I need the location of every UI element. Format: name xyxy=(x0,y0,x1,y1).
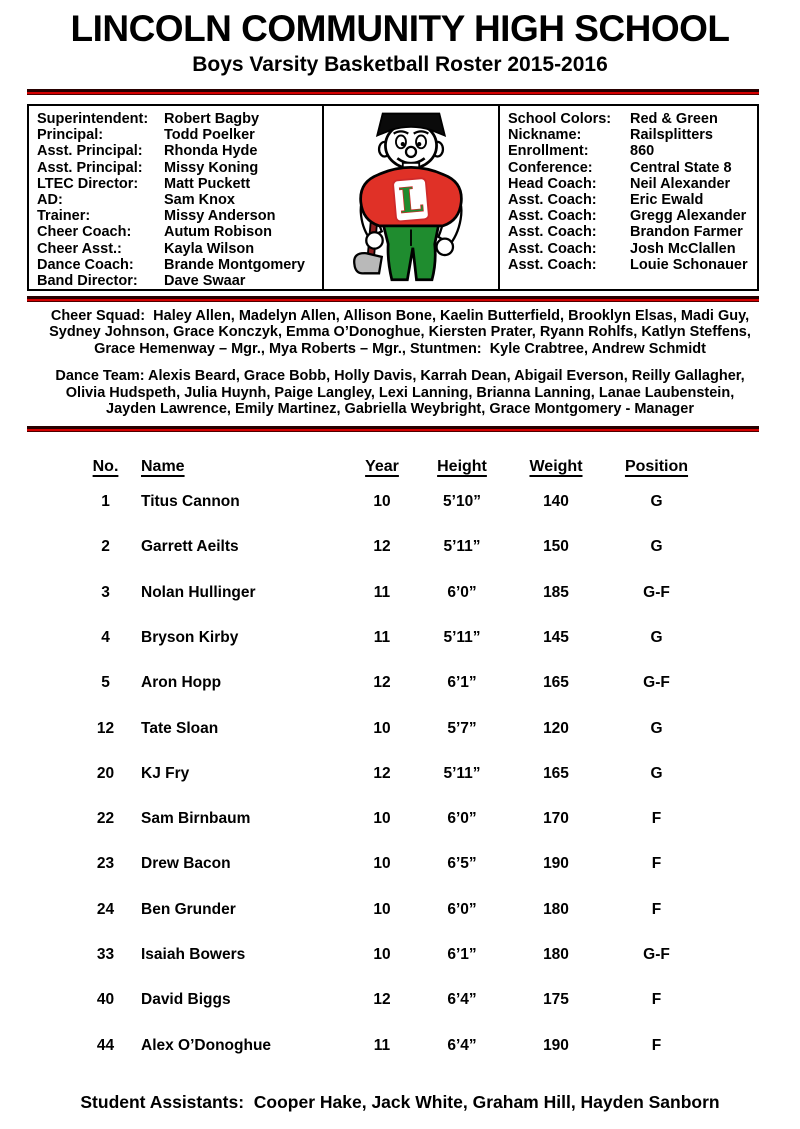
roster-cell-no: 2 xyxy=(101,538,110,556)
info-label: Asst. Principal: xyxy=(37,159,143,176)
railsplitter-mascot-image xyxy=(335,109,487,287)
info-label: Principal: xyxy=(37,127,104,144)
roster-cell-height: 6’1” xyxy=(447,674,477,692)
roster-cell-position: F xyxy=(651,855,662,873)
info-label: Asst. Coach: xyxy=(508,240,597,257)
header-name: Name xyxy=(141,458,185,476)
info-value: 860 xyxy=(630,143,655,160)
roster-row xyxy=(78,479,800,524)
roster-cell-year: 12 xyxy=(373,991,391,1009)
dance-line-1: Dance Team: Alexis Beard, Grace Bobb, Holly Davis, Karrah Dean, Abigail Everson, Reilly Gallagher, xyxy=(55,368,745,385)
header-height: Height xyxy=(437,458,487,476)
info-value: Missy Anderson xyxy=(164,208,276,225)
roster-cell-year: 10 xyxy=(373,900,391,918)
roster-row xyxy=(78,661,800,706)
info-row xyxy=(508,160,753,176)
page-subtitle: Boys Varsity Basketball Roster 2015-2016 xyxy=(192,53,608,76)
info-row xyxy=(508,192,753,208)
red-divider-top xyxy=(27,89,759,95)
info-label: Asst. Coach: xyxy=(508,192,597,209)
roster-cell-position: G-F xyxy=(643,946,670,964)
header-year: Year xyxy=(365,458,399,476)
dance-line-2: Olivia Hudspeth, Julia Huynh, Paige Langley, Lexi Lanning, Brianna Lanning, Lanae Laubenstein, xyxy=(65,384,735,401)
roster-row xyxy=(78,887,800,932)
info-value: Robert Bagby xyxy=(164,111,260,127)
roster-cell-weight: 185 xyxy=(543,583,569,601)
roster-cell-name: Nolan Hullinger xyxy=(141,583,256,601)
info-row xyxy=(37,273,318,289)
mascot-cell xyxy=(324,106,500,289)
info-label: Dance Coach: xyxy=(37,256,134,273)
info-row xyxy=(37,176,318,192)
roster-cell-name: Garrett Aeilts xyxy=(141,538,239,556)
roster-cell-weight: 140 xyxy=(543,493,569,511)
roster-cell-position: F xyxy=(651,810,662,828)
roster-cell-weight: 175 xyxy=(543,991,569,1009)
roster-cell-position: G xyxy=(650,538,663,556)
roster-cell-no: 4 xyxy=(101,628,110,646)
staff-list xyxy=(29,106,324,289)
info-row xyxy=(37,127,318,143)
roster-row xyxy=(78,615,800,660)
roster-cell-weight: 165 xyxy=(543,674,569,692)
dance-team-paragraph xyxy=(0,368,800,417)
info-value: Matt Puckett xyxy=(164,175,251,192)
info-row xyxy=(37,192,318,208)
info-row xyxy=(37,241,318,257)
roster-cell-name: Bryson Kirby xyxy=(141,628,239,646)
info-row xyxy=(37,111,318,127)
student-assistants-line: Student Assistants: Cooper Hake, Jack White, Graham Hill, Hayden Sanborn xyxy=(80,1092,720,1113)
info-value: Railsplitters xyxy=(630,127,713,144)
roster-cell-position: F xyxy=(651,900,662,918)
svg-text:L: L xyxy=(397,178,425,222)
roster-cell-year: 11 xyxy=(373,1036,391,1054)
info-label: Asst. Coach: xyxy=(508,208,597,225)
info-value: Central State 8 xyxy=(630,159,732,176)
roster-cell-year: 10 xyxy=(373,810,391,828)
red-divider-middle xyxy=(27,296,759,302)
roster-cell-height: 6’5” xyxy=(447,855,477,873)
roster-row xyxy=(78,978,800,1023)
roster-cell-position: G xyxy=(650,493,663,511)
info-label: Head Coach: xyxy=(508,175,597,192)
header-position: Position xyxy=(624,458,689,476)
roster-row xyxy=(78,797,800,842)
roster-cell-name: Aron Hopp xyxy=(141,674,222,692)
roster-cell-no: 44 xyxy=(96,1036,115,1054)
roster-cell-weight: 165 xyxy=(543,764,569,782)
roster-cell-weight: 120 xyxy=(543,719,569,737)
roster-cell-name: Drew Bacon xyxy=(141,855,231,873)
roster-cell-name: David Biggs xyxy=(141,991,231,1009)
roster-cell-height: 6’1” xyxy=(447,946,477,964)
info-label: Superintendent: xyxy=(37,111,149,127)
info-value: Sam Knox xyxy=(164,192,235,209)
roster-cell-no: 24 xyxy=(96,900,115,918)
info-label: Nickname: xyxy=(508,127,582,144)
roster-cell-position: G xyxy=(650,719,663,737)
info-label: Asst. Principal: xyxy=(37,143,143,160)
info-row xyxy=(37,143,318,159)
roster-cell-year: 12 xyxy=(373,674,391,692)
info-box xyxy=(27,104,759,291)
roster-cell-year: 12 xyxy=(373,538,391,556)
cheer-squad-paragraph xyxy=(0,308,800,357)
roster-row xyxy=(78,570,800,615)
roster-cell-year: 10 xyxy=(373,946,391,964)
roster-cell-name: KJ Fry xyxy=(141,764,190,782)
roster-cell-no: 3 xyxy=(101,583,110,601)
info-label: LTEC Director: xyxy=(37,175,139,192)
roster-body xyxy=(78,479,800,1068)
roster-cell-height: 5’11” xyxy=(443,628,481,646)
info-value: Brande Montgomery xyxy=(164,256,305,273)
info-value: Todd Poelker xyxy=(164,127,255,144)
info-row xyxy=(508,241,753,257)
info-label: Cheer Asst.: xyxy=(37,240,122,257)
roster-cell-year: 10 xyxy=(373,493,391,511)
info-label: Enrollment: xyxy=(508,143,589,160)
roster-cell-year: 12 xyxy=(373,764,391,782)
roster-cell-position: G-F xyxy=(643,583,670,601)
roster-cell-height: 6’4” xyxy=(447,991,477,1009)
cheer-line-2: Sydney Johnson, Grace Konczyk, Emma O’Donoghue, Kiersten Prater, Ryann Rohlfs, Katlyn Steffens, xyxy=(49,324,751,341)
roster-row xyxy=(78,932,800,977)
roster-cell-no: 12 xyxy=(96,719,115,737)
info-label: School Colors: xyxy=(508,111,612,127)
roster-cell-no: 20 xyxy=(96,764,115,782)
roster-cell-no: 1 xyxy=(101,493,110,511)
roster-cell-height: 5’7” xyxy=(447,719,477,737)
roster-cell-no: 33 xyxy=(96,946,115,964)
roster-cell-height: 5’11” xyxy=(443,538,481,556)
info-row xyxy=(508,143,753,159)
info-value: Kayla Wilson xyxy=(164,240,255,257)
roster-cell-position: G xyxy=(650,628,663,646)
info-value: Brandon Farmer xyxy=(630,224,743,241)
roster-row xyxy=(78,751,800,796)
roster-row xyxy=(78,525,800,570)
roster-cell-name: Sam Birnbaum xyxy=(141,810,251,828)
info-row xyxy=(37,160,318,176)
info-label: Trainer: xyxy=(37,208,91,225)
roster-cell-height: 5’11” xyxy=(443,764,481,782)
roster-cell-position: G xyxy=(650,764,663,782)
roster-cell-height: 6’4” xyxy=(447,1036,477,1054)
info-row xyxy=(37,224,318,240)
info-row xyxy=(508,224,753,240)
roster-cell-height: 6’0” xyxy=(447,810,477,828)
red-divider-bottom xyxy=(27,426,759,432)
roster-cell-height: 5’10” xyxy=(443,493,481,511)
info-row xyxy=(37,257,318,273)
roster-cell-name: Tate Sloan xyxy=(141,719,219,737)
dance-line-3: Jayden Lawrence, Emily Martinez, Gabriella Weybright, Grace Montgomery - Manager xyxy=(106,401,694,418)
info-value: Dave Swaar xyxy=(164,273,246,290)
info-value: Gregg Alexander xyxy=(630,208,747,225)
info-value: Josh McClallen xyxy=(630,240,736,257)
roster-cell-weight: 150 xyxy=(543,538,569,556)
info-label: Band Director: xyxy=(37,273,138,290)
info-row xyxy=(37,208,318,224)
info-value: Eric Ewald xyxy=(630,192,704,209)
school-info-list xyxy=(500,106,757,289)
info-row xyxy=(508,208,753,224)
header-no: No. xyxy=(92,458,119,476)
roster-cell-no: 23 xyxy=(96,855,115,873)
info-row xyxy=(508,127,753,143)
roster-cell-no: 22 xyxy=(96,810,115,828)
roster-cell-position: F xyxy=(651,991,662,1009)
roster-cell-year: 11 xyxy=(373,628,391,646)
roster-cell-height: 6’0” xyxy=(447,583,477,601)
info-value: Red & Green xyxy=(630,111,718,127)
info-value: Autum Robison xyxy=(164,224,272,241)
roster-cell-position: G-F xyxy=(643,674,670,692)
roster-cell-year: 10 xyxy=(373,855,391,873)
roster-cell-no: 40 xyxy=(96,991,115,1009)
roster-cell-height: 6’0” xyxy=(447,900,477,918)
cheer-line-3: Grace Hemenway – Mgr., Mya Roberts – Mgr., Stuntmen: Kyle Crabtree, Andrew Schmidt xyxy=(94,340,706,357)
roster-row xyxy=(78,842,800,887)
info-label: Cheer Coach: xyxy=(37,224,132,241)
roster-header-row xyxy=(78,456,800,478)
roster-cell-name: Alex O’Donoghue xyxy=(141,1036,272,1054)
roster-row xyxy=(78,1023,800,1068)
info-label: Asst. Coach: xyxy=(508,256,597,273)
info-label: Conference: xyxy=(508,159,593,176)
roster-cell-weight: 180 xyxy=(543,946,569,964)
roster-cell-position: F xyxy=(651,1036,662,1054)
roster-cell-weight: 190 xyxy=(543,855,569,873)
info-value: Neil Alexander xyxy=(630,175,731,192)
roster-cell-name: Isaiah Bowers xyxy=(141,946,246,964)
roster-table xyxy=(78,456,800,1068)
info-label: Asst. Coach: xyxy=(508,224,597,241)
info-row xyxy=(508,257,753,273)
info-row xyxy=(508,111,753,127)
info-value: Missy Koning xyxy=(164,159,259,176)
roster-row xyxy=(78,706,800,751)
roster-cell-year: 10 xyxy=(373,719,391,737)
info-value: Louie Schonauer xyxy=(630,256,748,273)
roster-cell-weight: 180 xyxy=(543,900,569,918)
roster-cell-weight: 190 xyxy=(543,1036,569,1054)
page-title: LINCOLN COMMUNITY HIGH SCHOOL xyxy=(70,8,730,49)
roster-cell-name: Titus Cannon xyxy=(141,493,240,511)
roster-cell-year: 11 xyxy=(373,583,391,601)
info-row xyxy=(508,176,753,192)
roster-cell-weight: 170 xyxy=(543,810,569,828)
roster-cell-no: 5 xyxy=(101,674,110,692)
roster-cell-weight: 145 xyxy=(543,628,569,646)
info-value: Rhonda Hyde xyxy=(164,143,258,160)
info-label: AD: xyxy=(37,192,63,209)
roster-cell-name: Ben Grunder xyxy=(141,900,236,918)
cheer-line-1: Cheer Squad: Haley Allen, Madelyn Allen, Allison Bone, Kaelin Butterfield, Brooklyn Elsas, Madi Guy, xyxy=(50,308,750,324)
header-weight: Weight xyxy=(529,458,583,476)
